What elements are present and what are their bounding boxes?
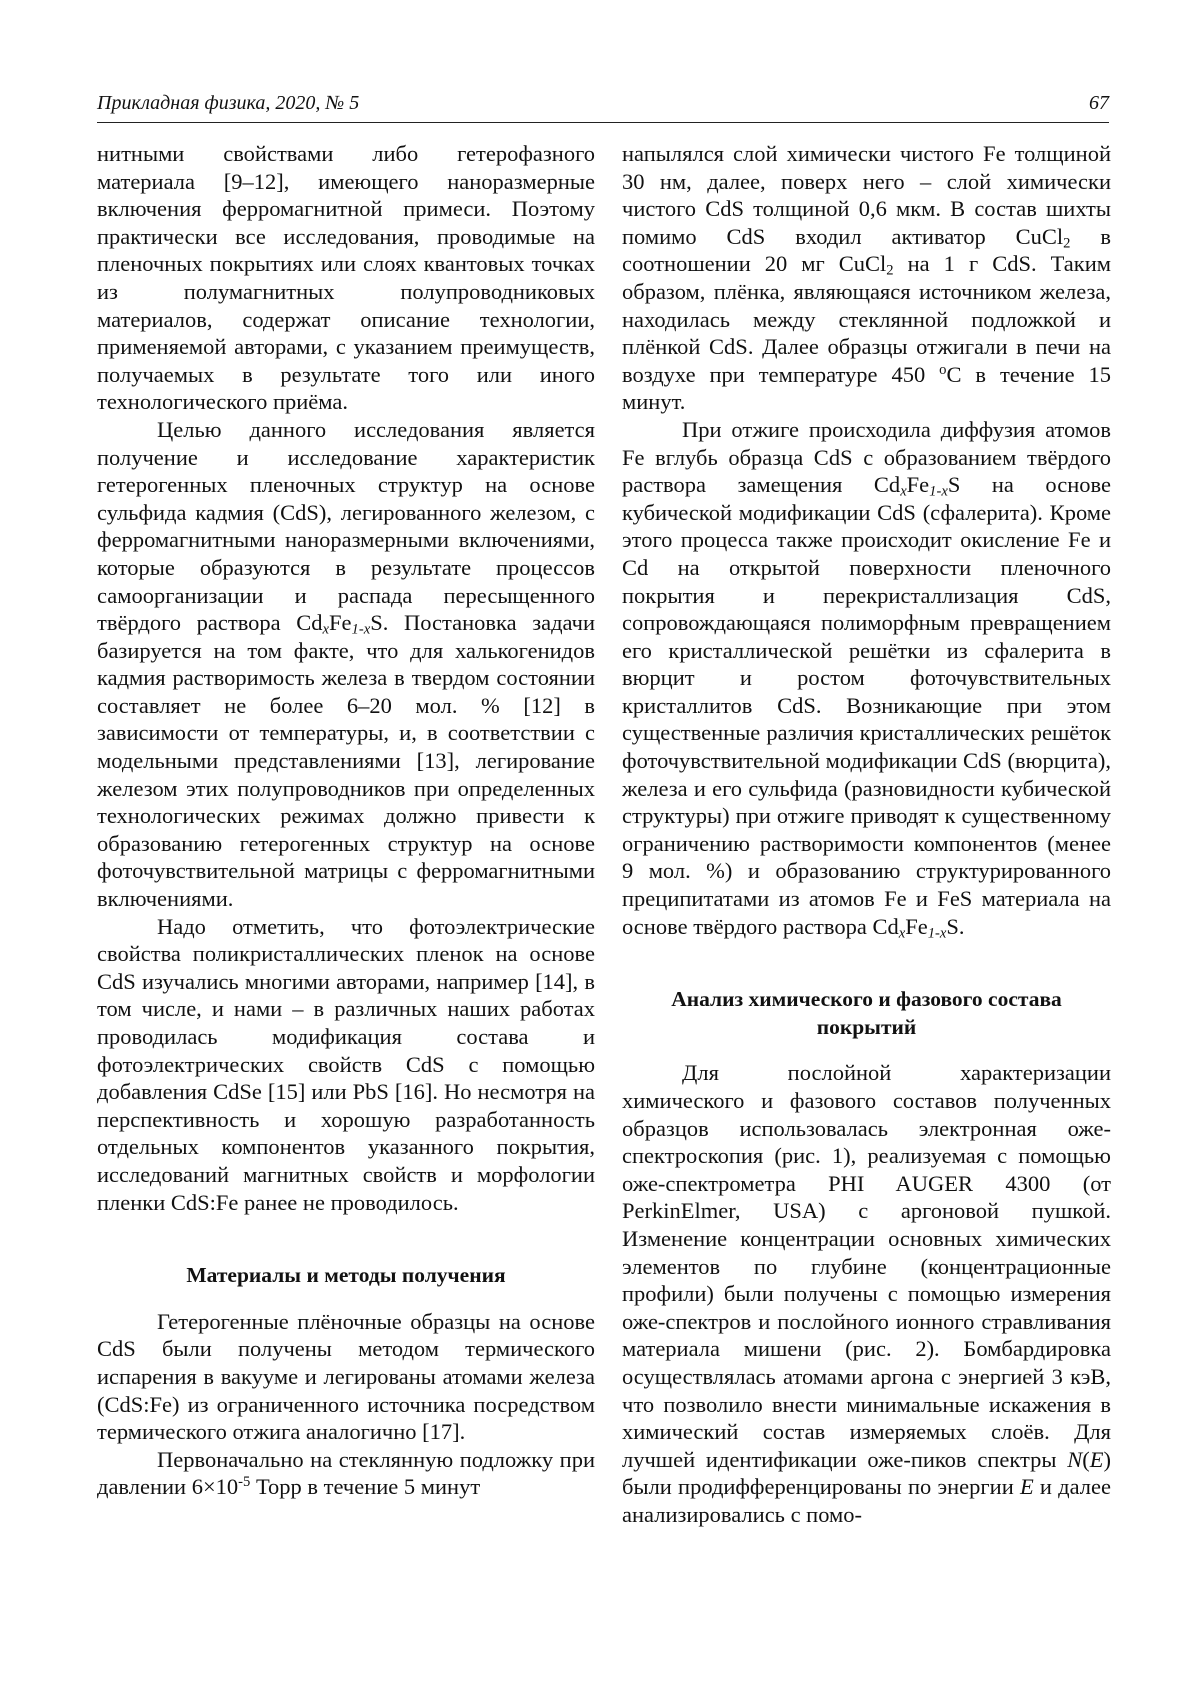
subscript: 1-x [927,925,947,942]
paragraph [622,416,1111,940]
subscript: x [898,925,906,942]
right-column [622,140,1111,1529]
paragraph: Надо отметить, что фотоэлектрические свойства поликристаллических пленок на основе CdS изучались многими авторами, например [14], в том числе, и нами – в различных наших работах проводилась модификация состава и фотоэлектрических свойств CdS с помощью добавления CdSe [15] или PbS [16]. Но несмотря на перспективность и хорошую разработанность отдельных компонентов указанного покрытия, исследований магнитных свойств и морфологии пленки CdS:Fe ранее не проводилось. [97,913,595,1215]
subscript: 2 [1063,235,1071,252]
math-symbol: E [1089,1446,1104,1472]
paragraph [97,1446,595,1501]
paragraph [97,416,595,913]
text-run: напылялся слой химически чистого Fe толщиной 30 нм, далее, поверх него – слой химически чистого CdS толщиной 0,6 мкм. В состав шихты помимо CdS входил активатор CuCl [622,141,1111,249]
math-symbol: N [1067,1446,1083,1472]
text-run: были продифференцированы по энергии [622,1474,1020,1500]
paragraph: Гетерогенные плёночные образцы на основе CdS были получены методом термического испарения в вакууме и легированы атомами железа (CdS:Fe) из ограниченного источника посредством термического отжига аналогично [17]. [97,1308,595,1445]
math-symbol: E [1019,1474,1034,1500]
text-run: ) [1103,1446,1111,1472]
running-header [97,88,1109,123]
section-heading: Материалы и методы получения [186,1263,506,1288]
text-run: Fe [906,472,930,498]
left-column [97,140,595,1501]
text-run: Первоначально на стеклянную подложку при давлении 6×10 [97,1446,595,1500]
text-run: ( [1082,1446,1090,1472]
text-run: С в течение 15 минут. [622,361,1112,415]
subscript: 1-x [351,621,371,638]
text-run: Целью данного исследования является получение и исследование характеристик гетерогенных пленочных структур на основе сульфида кадмия (CdS), легированного железом, с ферромагнитными наноразмерными включениями, которые образуются в результате процессов самоорганизации и распада пересыщенного твёрдого раствора Cd [97,416,595,636]
paragraph [622,140,1111,416]
text-run: При отжиге происходила диффузия атомов Fe вглубь образца CdS с образованием твёрдого раствора замещения Cd [622,416,1111,498]
paragraph: нитными свойствами либо гетерофазного материала [9–12], имеющего наноразмерные включения ферромагнитной примеси. Поэтому практически все исследования, проводимые на пленочных покрытиях или слоях квантовых точках из полумагнитных полупроводниковых материалов, содержат описание технологии, применяемой авторами, с указанием преимуществ, получаемых в результате того или иного технологического приёма. [97,141,595,415]
text-run: Fe [905,913,928,939]
superscript: -5 [238,1474,251,1491]
journal-title: Прикладная физика, 2020, № 5 [97,92,360,114]
superscript: о [939,361,947,378]
paragraph [622,1059,1111,1528]
text-run: S. [946,913,965,939]
text-run: S на основе кубической модификации CdS (сфалерита). Кроме этого процесса также происходит окисление Fe и Cd на открытой поверхности пленочного покрытия и перекристаллизация CdS, сопровождающаяся полиморфным превращением его кристаллической решётки из сфалерита в вюрцит и ростом фоточувствительных кристаллитов CdS. Возникающие при этом существенные различия кристаллических решёток фоточувствительной модификации CdS (вюрцита), железа и его сульфида (разновидности кубической структуры) при отжиге приводят к существенному ограничению растворимости компонентов (менее 9 мол. %) и образованию структурированного преципитатами из атомов Fe и FeS материала на основе твёрдого раствора Cd [622,472,1111,939]
subscript: x [900,483,907,500]
text-run: и далее анализировались с помо- [622,1474,1111,1527]
text-run: Для послойной характеризации химического и фазового составов полученных образцов использовалась электронная оже-спектроскопия (рис. 1), реализуемая с помощью оже-спектрометра PHI AUGER 4300 (от PerkinElmer, USA) с аргоновой пушкой. Изменение концентрации основных химических элементов по глубине (концентрационные профили) были получены с помощью измерения оже-спектров и послойного ионного стравливания материала мишени (рис. 2). Бомбардировка осуществлялась атомами аргона с энергией 3 кэВ, что позволило внести минимальные искажения в химический состав измеряемых слоёв. Для лучшей идентификации оже-пиков спектры [622,1060,1111,1472]
subscript: x [322,621,330,638]
subscript: 1-x [929,483,948,500]
subscript: 2 [886,263,894,280]
text-run: на 1 г CdS. Таким образом, плёнка, являющаяся источником железа, находилась между стеклянной подложкой и плёнкой CdS. Далее образцы отжигали в печи на воздухе при температуре 450 [622,251,1111,387]
text-run: Fe [329,610,352,636]
section-heading: Анализ химического и фазового состава покрытий [671,987,1062,1039]
text-run: в соотношении 20 мг CuCl [622,223,1112,277]
page-number: 67 [1089,92,1109,114]
text-run: S. Постановка задачи базируется на том факте, что для халькогенидов кадмия растворимость железа в твердом состоянии составляет не более 6–20 мол. % [12] в зависимости от температуры, и, в соответствии с модельными представлениями [13], легирование железом этих полупроводников при определенных технологических режимах должно привести к образованию гетерогенных структур на основе фоточувствительной матрицы с ферромагнитными включениями. [97,610,595,912]
text-run: Торр в течение 5 минут [250,1474,481,1500]
